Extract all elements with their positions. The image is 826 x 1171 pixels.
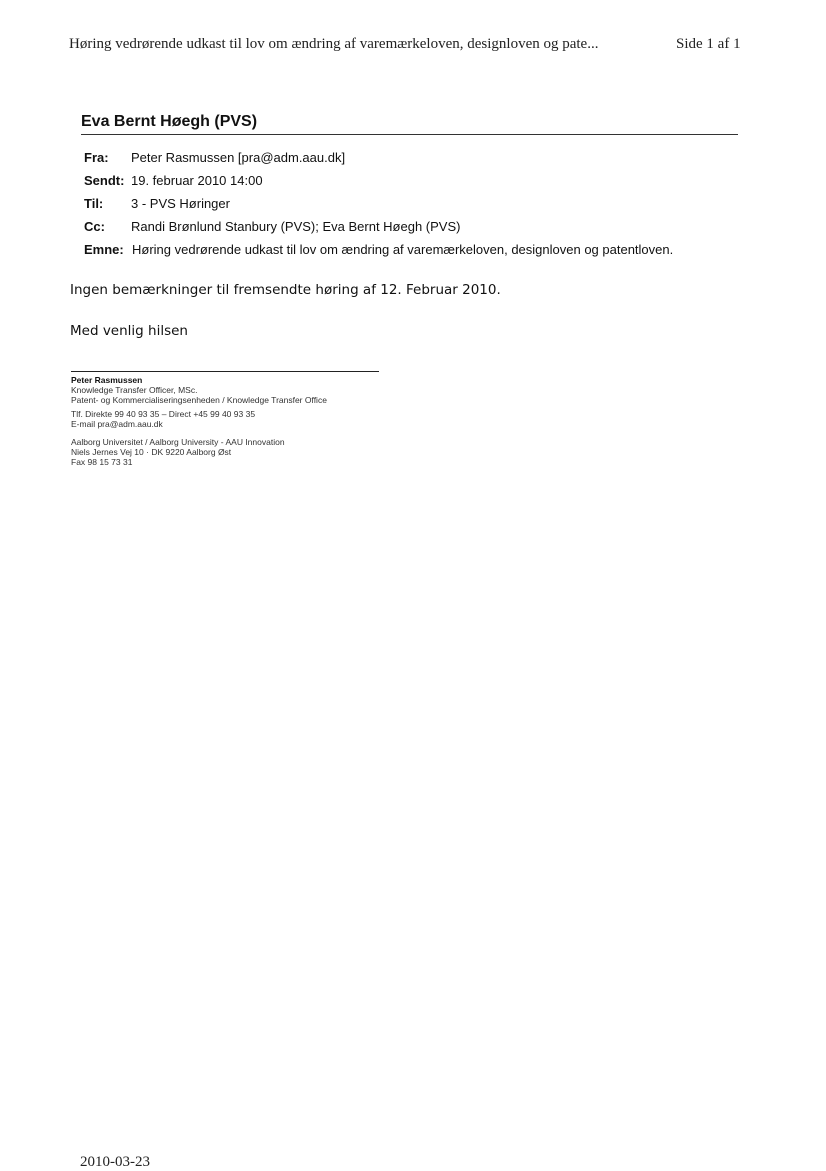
signature-name: Peter Rasmussen [71,375,143,385]
signature-address: Niels Jernes Vej 10 · DK 9220 Aalborg Øst [71,447,232,457]
to-label: Til: [84,196,104,211]
sent-label: Sendt: [84,173,125,188]
signature-role: Knowledge Transfer Officer, MSc. [71,385,198,395]
signature-department: Patent- og Kommercialiseringsenheden / Knowledge Transfer Office [71,395,327,405]
body-line-greeting: Med venlig hilsen [70,323,188,339]
signature-block [71,375,327,467]
sender-title: Eva Bernt Høegh (PVS) [81,113,258,130]
title-divider [81,134,738,135]
cc-value: Randi Brønlund Stanbury (PVS); Eva Bernt Høegh (PVS) [131,219,461,234]
subject-value: Høring vedrørende udkast til lov om ændring af varemærkeloven, designloven og patentloven. [132,242,674,257]
signature-phone: Tlf. Direkte 99 40 93 35 – Direct +45 99 40 93 35 [71,409,256,419]
from-label: Fra: [84,150,109,165]
signature-organization: Aalborg Universitet / Aalborg University - AAU Innovation [71,437,285,447]
body-line-remarks: Ingen bemærkninger til fremsendte høring af 12. Februar 2010. [70,282,501,298]
print-header-subject: Høring vedrørende udkast til lov om ændring af varemærkeloven, designloven og pate... [69,36,599,52]
sent-value: 19. februar 2010 14:00 [131,173,263,188]
cc-label: Cc: [84,219,105,234]
signature-fax: Fax 98 15 73 31 [71,457,133,467]
to-value: 3 - PVS Høringer [131,196,230,211]
footer-date: 2010-03-23 [80,1154,150,1170]
subject-label: Emne: [84,242,124,257]
from-value: Peter Rasmussen [pra@adm.aau.dk] [131,150,346,165]
page-number: Side 1 af 1 [676,36,741,52]
signature-email: E-mail pra@adm.aau.dk [71,419,163,429]
signature-divider [71,371,379,372]
